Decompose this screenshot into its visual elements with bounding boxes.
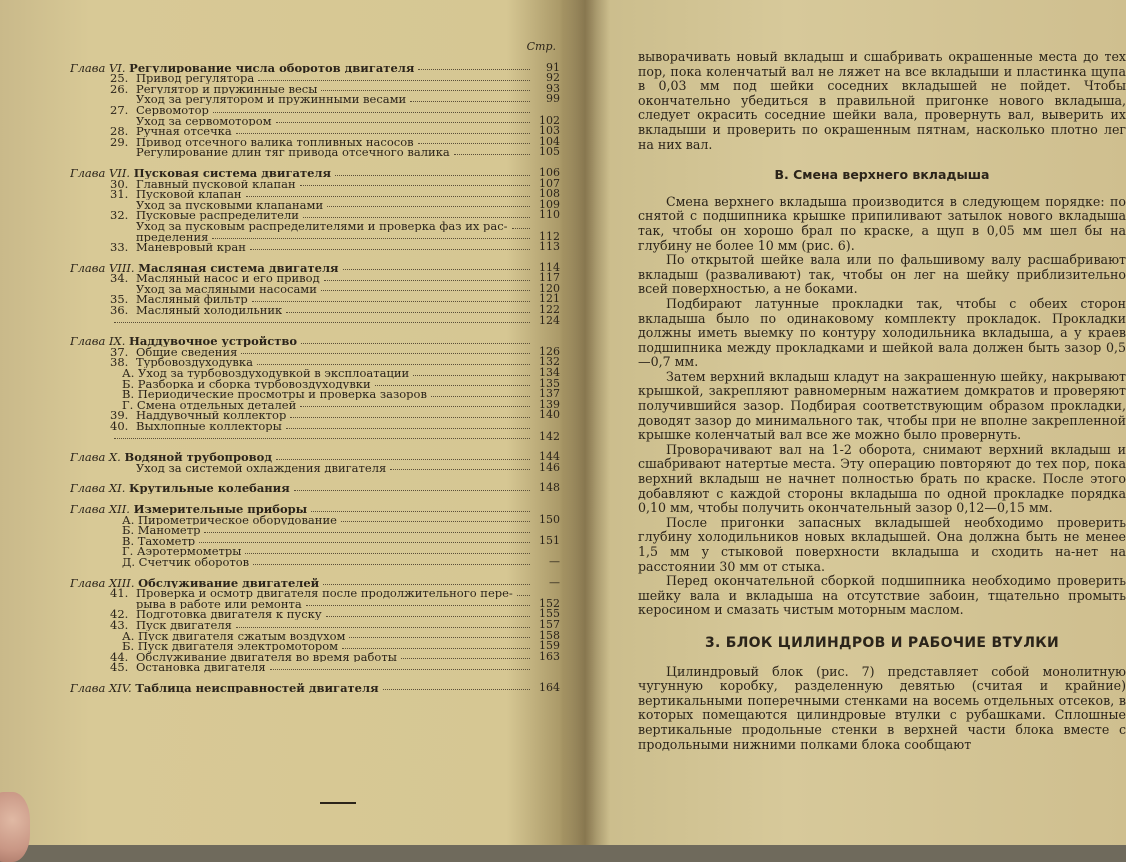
page-number: 117 — [539, 271, 560, 285]
leader-dots — [343, 269, 530, 270]
chapter-title: Крутильные колебания — [129, 483, 290, 494]
entry-text: Проверка и осмотр двигателя после продолжительного пере- — [136, 588, 513, 599]
page-number: 164 — [539, 680, 560, 694]
page-number: 92 — [546, 71, 560, 85]
page-number: 103 — [539, 124, 560, 138]
entry-text: А. Пирометрическое оборудование — [122, 514, 337, 526]
leader-dots — [431, 396, 530, 397]
leader-dots — [341, 521, 530, 522]
leader-dots — [276, 459, 530, 460]
leader-dots — [323, 584, 530, 585]
leader-dots — [204, 532, 530, 533]
leader-dots — [418, 143, 530, 144]
toc-entry — [70, 546, 560, 557]
chapter-title-line — [70, 165, 560, 179]
entry-text: Главный пусковой клапан — [136, 178, 296, 190]
paragraph: Перед окончательной сборкой подшипника необходимо проверить шейку вала и вкладыша на отсутствие забоин, тщательно промыть керосином и смазать чистым моторным маслом. — [638, 573, 1126, 618]
page-number: 108 — [539, 187, 560, 201]
toc-entry — [70, 294, 560, 305]
entry-text: Уход за сервомотором — [136, 115, 272, 127]
leader-dots — [258, 80, 530, 81]
toc-entry — [70, 105, 560, 116]
entry-text: Уход за масляными насосами — [136, 283, 317, 295]
entry-text: Г. Смена отдельных деталей — [122, 399, 297, 411]
toc-chapter — [70, 260, 560, 327]
leader-dots — [286, 312, 530, 313]
leader-dots — [342, 648, 530, 649]
toc-entry — [70, 229, 560, 243]
toc-entry — [70, 210, 560, 221]
entry-text: Сервомотор — [136, 104, 209, 116]
entry-number: 31. — [110, 189, 129, 200]
leader-dots — [311, 511, 530, 512]
leader-dots — [213, 112, 530, 113]
leader-dots — [114, 438, 530, 439]
chapter-title-line — [70, 504, 560, 515]
page-number: 120 — [539, 281, 560, 295]
leader-dots — [454, 154, 530, 155]
entry-text: пределения — [136, 231, 209, 243]
toc-entry — [70, 588, 560, 599]
entry-number: 34. — [110, 273, 129, 284]
entry-text: В. Периодические просмотры и проверка зазоров — [122, 389, 427, 400]
entry-number: 37. — [110, 346, 129, 358]
toc-entry — [70, 525, 560, 536]
page-number: 91 — [546, 60, 560, 74]
entry-text: Д. Счетчик оборотов — [122, 556, 250, 568]
toc-entry — [70, 126, 560, 137]
toc-entry — [70, 305, 560, 316]
leader-dots — [300, 406, 530, 407]
entry-text: Регулирование длин тяг привода отсечного валика — [136, 147, 450, 158]
toc-entry — [70, 554, 560, 568]
entry-text: Уход за пусковым распределителями и проверка фаз их рас- — [136, 220, 508, 232]
toc-chapter — [70, 504, 560, 568]
toc-chapter — [70, 483, 560, 494]
toc-entry — [70, 221, 560, 232]
chapter-label: Глава VI. — [70, 62, 126, 74]
leader-dots — [303, 217, 530, 218]
leader-dots — [250, 249, 530, 250]
entry-text: Б. Манометр — [122, 525, 201, 536]
page-number: 146 — [539, 460, 560, 474]
leader-dots — [294, 490, 530, 491]
leader-dots — [413, 375, 530, 376]
entry-text: Уход за системой охлаждения двигателя — [136, 462, 387, 474]
leader-dots — [257, 364, 530, 365]
entry-text: Маневровый кран — [136, 242, 246, 253]
page-number: 134 — [539, 366, 560, 380]
toc-page-header: Стр. — [526, 40, 556, 53]
leader-dots — [236, 133, 530, 134]
toc-entry — [70, 242, 560, 253]
toc-chapter — [70, 60, 560, 159]
toc-entry — [70, 147, 560, 158]
page-number: 113 — [539, 240, 560, 254]
toc-chapter — [70, 165, 560, 254]
chapter-title-line — [70, 575, 560, 589]
leader-dots — [335, 175, 530, 176]
toc-entry — [70, 344, 560, 358]
page-number: — — [549, 575, 560, 589]
leader-dots — [390, 469, 530, 470]
chapter-title: Регулирование числа оборотов двигателя — [129, 62, 415, 74]
entry-text: Привод регулятора — [136, 73, 255, 84]
table-of-contents — [70, 42, 560, 693]
entry-number: 32. — [110, 210, 129, 221]
page-number: — — [549, 554, 560, 568]
toc-entry — [70, 94, 560, 105]
toc-entry — [70, 617, 560, 631]
entry-number: 36. — [110, 305, 129, 316]
entry-text: Выхлопные коллекторы — [136, 421, 282, 432]
leader-dots — [321, 290, 530, 291]
chapter-label: Глава XIV. — [70, 682, 132, 694]
paragraph: Подбирают латунные прокладки так, чтобы с обеих сторон вкладыша было по одинаковому комплекту прокладок. Прокладки должны иметь выемку по контуру холодильника вкладыша, а у краев подшипника между прокладками и шейкой вала должен быть зазор 0,5—0,7 мм. — [638, 295, 1126, 370]
paragraph: Проворачивают вал на 1-2 оборота, снимают верхний вкладыш и сшабривают натертые места. Эту операцию повторяют до тех пор, пока верхний вкладыш не начнет полностью брать по краске. После этого добавляют с каждой стороны вкладыша по одной прокладке порядка 0,10 мм, чтобы получить окончательный зазор 0,12—0,15 мм. — [638, 441, 1126, 516]
leader-dots — [286, 428, 530, 429]
page-number: 151 — [539, 533, 560, 547]
toc-entry — [70, 273, 560, 284]
end-rule — [320, 802, 356, 804]
leader-dots — [246, 196, 530, 197]
page-number: 114 — [539, 260, 560, 274]
entry-text: Пусковые распределители — [136, 210, 299, 221]
toc-entry — [70, 176, 560, 190]
leader-dots — [418, 69, 530, 70]
toc-chapter — [70, 336, 560, 442]
chapter-label: Глава IX. — [70, 336, 126, 347]
intro-paragraph: выворачивать новый вкладыш и сшабривать окрашенные места до тех пор, пока коленчатый вал не ляжет на все вкладыши и пластинка щупа в 0,03 мм под шейки соседних вкладышей не пойдет. Чтобы окончательно убедиться в правильной пригонке нового вкладыша, следует окрасить соседние шейки вала, провернуть вал, выверить их вкладыши и проверить по окрашенным пятнам, насколько плотно лег на них вал. — [638, 49, 1126, 152]
leader-dots — [410, 101, 530, 102]
entry-number: 27. — [110, 104, 129, 116]
toc-entry — [70, 73, 560, 84]
entry-number: 43. — [110, 619, 129, 631]
toc-entry — [70, 596, 560, 610]
leader-dots — [375, 385, 530, 386]
leader-dots — [290, 417, 530, 418]
page-number: 148 — [539, 481, 560, 495]
section-heading-3: 3. БЛОК ЦИЛИНДРОВ И РАБОЧИЕ ВТУЛКИ — [704, 634, 1060, 651]
entry-text: Пуск двигателя — [136, 619, 232, 631]
page-number: 155 — [539, 607, 560, 621]
entry-number: 38. — [110, 357, 129, 369]
leader-dots — [245, 553, 530, 554]
leader-dots — [236, 627, 530, 628]
leader-dots — [517, 595, 530, 596]
toc-entry — [70, 376, 560, 390]
toc-chapter — [70, 680, 560, 694]
page-number: 106 — [539, 165, 560, 179]
entry-text: Наддувочный коллектор — [136, 410, 287, 421]
toc-entry — [70, 368, 560, 379]
entry-number: 30. — [110, 178, 129, 190]
leader-dots — [306, 605, 530, 606]
toc-entry — [70, 113, 560, 127]
page-number: 140 — [539, 408, 560, 422]
chapter-title-line — [70, 260, 560, 274]
entry-number: 33. — [110, 242, 129, 253]
page-number: 135 — [539, 376, 560, 390]
page-number: 107 — [539, 176, 560, 190]
leader-dots — [212, 238, 530, 239]
page-number: 144 — [539, 450, 560, 464]
page-number: 157 — [539, 617, 560, 631]
page-number: 142 — [539, 429, 560, 443]
page-number: 93 — [546, 81, 560, 95]
chapter-title-line — [70, 60, 560, 74]
chapter-label: Глава XI. — [70, 483, 126, 494]
toc-entry — [70, 410, 560, 421]
entry-text: А. Уход за турбовоздуходувкой в эксплоатации — [122, 368, 410, 379]
leader-dots — [300, 185, 530, 186]
entry-number: 42. — [110, 609, 129, 620]
leader-dots — [199, 542, 530, 543]
chapter-title: Измерительные приборы — [133, 503, 308, 515]
toc-entry — [70, 512, 560, 526]
entry-text: В. Тахометр — [122, 535, 196, 547]
chapter-label: Глава XIII. — [70, 577, 135, 589]
leader-dots — [252, 301, 530, 302]
toc-entry — [70, 609, 560, 620]
leader-dots — [301, 343, 530, 344]
toc-entry — [70, 641, 560, 652]
chapter-title: Пусковая система двигателя — [133, 167, 331, 179]
page-number: 105 — [539, 145, 560, 159]
toc-entry — [70, 533, 560, 547]
page-number: 137 — [539, 387, 560, 401]
paragraph: По открытой шейке вала или по фальшивому валу расшабривают вкладыш (разваливают) так, чтобы он лег на шейку приблизительно всей поверхностью, а не боками. — [638, 252, 1126, 297]
toc-entry — [70, 389, 560, 400]
page-number: 122 — [539, 303, 560, 317]
entry-number: 39. — [110, 410, 129, 421]
entry-number: 44. — [110, 651, 129, 663]
entry-number: 40. — [110, 421, 129, 432]
page-number: 158 — [539, 628, 560, 642]
final-paragraph: Цилиндровый блок (рис. 7) представляет собой монолитную чугунную коробку, разделенную девятью (считая и крайние) вертикальными поперечными стенками на восемь отдельных отсеков, в которых помещаются цилиндровые втулки с рубашками. Сплошные вертикальные продольные стенки в верхней части блока вместе с продольными нижними полками блока сообщают — [638, 663, 1126, 752]
toc-chapter — [70, 452, 560, 473]
toc-entry — [70, 189, 560, 200]
leader-dots — [241, 353, 530, 354]
toc-entry — [70, 357, 560, 368]
leader-dots — [253, 564, 530, 565]
entry-text: Масляный холодильник — [136, 305, 283, 316]
entry-number: 26. — [110, 83, 129, 95]
chapter-title-line — [70, 336, 560, 347]
entry-text: Г. Аэротермометры — [122, 546, 242, 557]
toc-entry — [70, 397, 560, 411]
page-number: 152 — [539, 596, 560, 610]
leader-dots — [327, 206, 530, 207]
entry-number: 45. — [110, 662, 129, 673]
toc-entry — [70, 649, 560, 663]
section-heading-b: В. Смена верхнего вкладыша — [774, 167, 990, 183]
entry-text: Пусковой клапан — [136, 189, 242, 200]
right-page — [600, 0, 1126, 845]
page-number: 102 — [539, 113, 560, 127]
entry-text: Б. Разборка и сборка турбовоздуходувки — [122, 378, 371, 390]
chapter-title: Наддувочное устройство — [129, 336, 298, 347]
toc-entry — [70, 460, 560, 474]
entry-text: Масляный фильтр — [136, 294, 248, 306]
entry-number: 25. — [110, 73, 129, 84]
page-number: 112 — [539, 229, 560, 243]
entry-text: Ручная отсечка — [136, 126, 232, 137]
toc-entry — [70, 81, 560, 95]
chapter-title-line — [70, 452, 560, 463]
entry-text: Остановка двигателя — [136, 662, 266, 673]
entry-text: Б. Пуск двигателя электромотором — [122, 641, 339, 652]
page-number: 121 — [539, 292, 560, 306]
right-page-text — [638, 50, 1126, 752]
page-number: 159 — [539, 639, 560, 653]
toc-entry — [70, 313, 560, 327]
thumb — [0, 792, 30, 862]
leader-dots — [349, 637, 530, 638]
paragraph: Затем верхний вкладыш кладут на закрашенную шейку, накрывают крышкой, закрепляют равномерным нажатием домкратов и проверяют получившийся зазор. Подбирая соответствующим образом прокладки, доводят зазор до минимального так, чтобы при не вполне закрепленной крышке коленчатый вал все же можно было провернуть. — [638, 368, 1126, 443]
entry-text: Привод отсечного валика топливных насосов — [136, 136, 414, 148]
chapter-label: Глава XII. — [70, 503, 130, 515]
chapter-label: Глава VIII. — [70, 262, 135, 274]
chapter-label: Глава X. — [70, 452, 121, 463]
chapter-title: Масляная система двигателя — [138, 262, 339, 274]
entry-number: 28. — [110, 126, 129, 137]
page-number: 110 — [539, 208, 560, 222]
chapter-title: Обслуживание двигателей — [138, 577, 320, 589]
chapter-title-line — [70, 483, 560, 494]
leader-dots — [321, 90, 530, 91]
entry-text: Турбовоздуходувка — [136, 357, 253, 369]
toc-entry — [70, 197, 560, 211]
leader-dots — [270, 669, 530, 670]
page-number: 126 — [539, 344, 560, 358]
paragraph: Смена верхнего вкладыша производится в следующем порядке: по снятой с подшипника крышке припиливают затылок нового вкладыша так, чтобы он хорошо брал по краске, а щуп в 0,05 мм шел бы на глубину не более 10 мм (рис. 6). — [638, 193, 1126, 253]
toc-entry — [70, 281, 560, 295]
chapter-title: Таблица неисправностей двигателя — [135, 682, 379, 694]
entry-text: Подготовка двигателя к пуску — [136, 609, 322, 620]
entry-number: 29. — [110, 136, 129, 148]
toc-entry — [70, 628, 560, 642]
entry-text: Общие сведения — [136, 346, 238, 358]
entry-text: А. Пуск двигателя сжатым воздухом — [122, 630, 346, 642]
page-number: 139 — [539, 397, 560, 411]
page-number: 132 — [539, 355, 560, 369]
leader-dots — [114, 322, 530, 323]
page-number: 150 — [539, 512, 560, 526]
entry-text: Обслуживание двигателя во время работы — [136, 651, 397, 663]
toc-entry — [70, 662, 560, 673]
chapter-label: Глава VII. — [70, 167, 131, 179]
toc-entry — [70, 134, 560, 148]
page-number: 163 — [539, 649, 560, 663]
chapter-title-line — [70, 680, 560, 694]
paragraph: После пригонки запасных вкладышей необходимо проверить глубину холодильников новых вкладышей. Она должна быть не менее 1,5 мм у стыковой поверхности вкладыша и сходить на-нет на расстоянии 30 мм от стыка. — [638, 514, 1126, 574]
toc-chapter — [70, 575, 560, 673]
leader-dots — [383, 689, 530, 690]
entry-text: рыва в работе или ремонта — [136, 598, 302, 610]
entry-text: Масляный насос и его привод — [136, 273, 320, 284]
entry-text: Регулятор и пружинные весы — [136, 83, 318, 95]
leader-dots — [512, 228, 530, 229]
page-number: 104 — [539, 134, 560, 148]
leader-dots — [276, 122, 530, 123]
entry-text: Уход за регулятором и пружинными весами — [136, 94, 407, 105]
page-number: 109 — [539, 197, 560, 211]
toc-entry — [70, 429, 560, 443]
entry-number: 41. — [110, 588, 129, 599]
leader-dots — [401, 658, 530, 659]
page-number: 124 — [539, 313, 560, 327]
toc-entry — [70, 421, 560, 432]
entry-number: 35. — [110, 294, 129, 306]
chapter-title: Водяной трубопровод — [124, 452, 272, 463]
leader-dots — [326, 616, 530, 617]
entry-text: Уход за пусковыми клапанами — [136, 199, 324, 211]
page-number: 99 — [546, 92, 560, 106]
leader-dots — [324, 280, 530, 281]
